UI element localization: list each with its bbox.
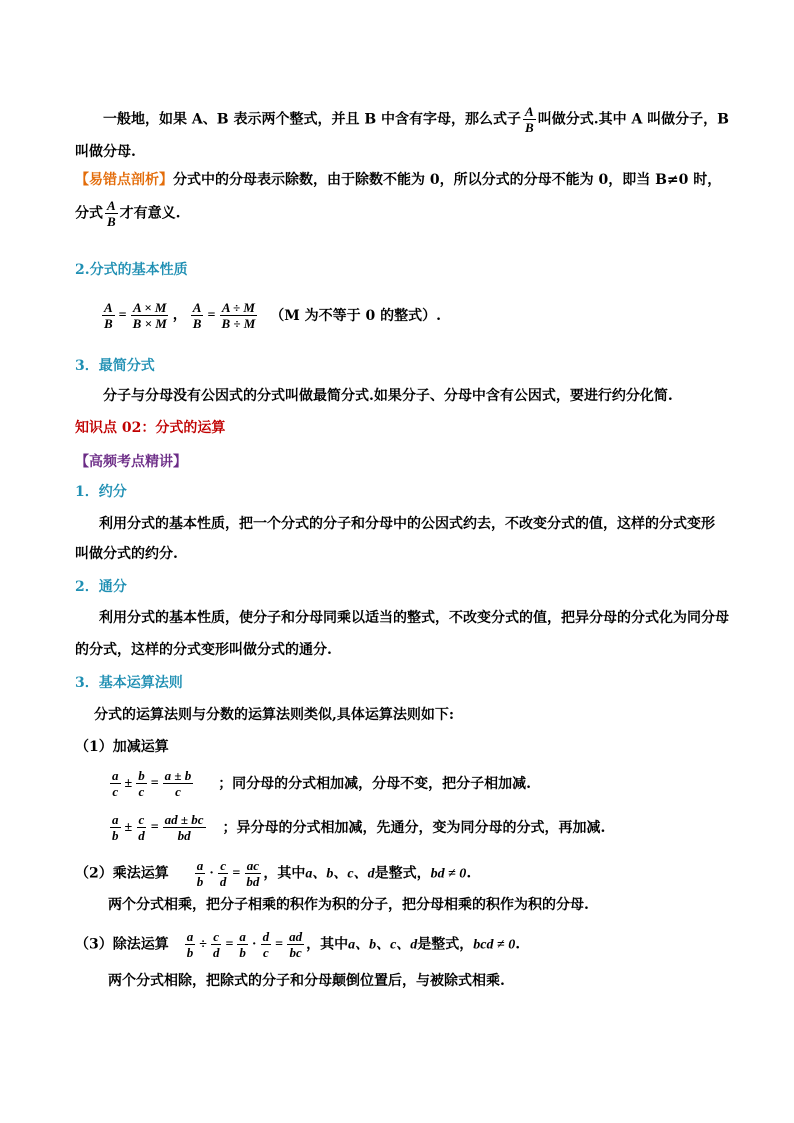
frac	[218, 858, 229, 889]
dot-operator: ·	[251, 936, 257, 952]
equals-sign: =	[150, 819, 159, 835]
frac-den: c	[175, 784, 181, 799]
frac	[110, 768, 121, 799]
mistake-continuation	[75, 198, 181, 229]
frac-a-over-b	[191, 300, 204, 331]
mul-text: 是整式，	[374, 865, 431, 882]
add-sub-label: （1）加减运算	[75, 739, 169, 755]
frac-num: A ÷ M	[221, 300, 255, 315]
frac-den: B	[525, 120, 534, 135]
frac-num: a ± b	[164, 768, 192, 783]
mistake-tag: 【易错点剖析】	[75, 172, 173, 188]
frac-den: B	[107, 214, 116, 229]
common-line1: 利用分式的基本性质，使分子和分母同乘以适当的整式，不改变分式的值，把异分母的分式化为同分母	[99, 610, 729, 626]
equals-sign: =	[232, 865, 241, 881]
section-heading-basic-property: 2.分式的基本性质	[75, 262, 188, 278]
division-desc: 两个分式相除，把除式的分子和分母颠倒位置后，与被除式相乘.	[108, 973, 505, 989]
frac-den: b	[196, 874, 204, 889]
frac	[136, 812, 147, 843]
frac	[163, 768, 194, 799]
equals-sign: =	[118, 307, 127, 323]
section-heading-simplest: 3．最简分式	[75, 358, 155, 374]
frac-den: d	[138, 828, 145, 843]
multiplication-label: （2）乘法运算	[75, 865, 169, 882]
frac-num: d	[262, 929, 270, 944]
plus-minus: ±	[124, 819, 133, 835]
multiplication-rule	[75, 858, 471, 889]
intro-paragraph	[103, 104, 729, 135]
frac-den: bd	[246, 874, 260, 889]
frac-den: d	[219, 874, 227, 889]
add-rule-different-denominator	[108, 812, 605, 843]
frac-den: b	[239, 945, 246, 960]
frac	[195, 858, 206, 889]
add-rule-desc: ；异分母的分式相加减，先通分，变为同分母的分式，再加减.	[222, 819, 606, 836]
mistake-cont-pre: 分式	[75, 205, 103, 222]
mul-text: .	[466, 865, 472, 882]
reduce-line1: 利用分式的基本性质，把一个分式的分子和分母中的公因式约去，不改变分式的值，这样的分式变形	[99, 516, 715, 532]
frac-den: bd	[177, 828, 191, 843]
frac-a-over-b	[102, 300, 115, 331]
intro-text-start: 一般地，如果 A、B 表示两个整式，并且 B 中含有字母，那么式子	[103, 111, 522, 128]
frac	[185, 929, 196, 960]
frac-den: b	[112, 828, 119, 843]
div-text: .	[515, 936, 521, 953]
divide-operator: ÷	[199, 936, 207, 952]
frac-num: c	[220, 858, 227, 873]
multiplication-desc: 两个分式相乘，把分子相乘的积作为积的分子，把分母相乘的积作为积的分母.	[108, 897, 589, 913]
add-rule-desc: ；同分母的分式相加减，分母不变，把分子相加减.	[218, 775, 532, 792]
frac-num: a	[196, 858, 204, 873]
frac-den: c	[138, 784, 145, 799]
div-vars: a、b、c、d	[348, 937, 418, 953]
frac-den: B × M	[132, 316, 167, 331]
intro-text-end: 叫做分式.其中 A 叫做分子，B	[537, 111, 730, 128]
frac-num: A	[104, 300, 113, 315]
intro-continuation: 叫做分母.	[75, 144, 136, 160]
mul-condition: bd ≠ 0	[430, 866, 467, 882]
div-text: 是整式，	[417, 936, 474, 953]
div-text: ，其中	[306, 936, 349, 953]
fraction-a-over-b	[105, 198, 118, 229]
mul-text: ，其中	[263, 865, 306, 882]
frac	[287, 929, 304, 960]
frac-num: A	[525, 104, 534, 119]
frac	[237, 929, 248, 960]
frac-num: a	[112, 812, 119, 827]
frac-num: A	[107, 198, 116, 213]
mistake-paragraph	[75, 170, 721, 190]
section-heading-reduce: 1．约分	[75, 484, 127, 500]
equals-sign: =	[150, 775, 159, 791]
frac-num: a	[239, 929, 246, 944]
division-label: （3）除法运算	[75, 936, 169, 953]
frac-num: b	[138, 768, 145, 783]
frac-den: B	[104, 316, 113, 331]
comma: ，	[172, 307, 187, 323]
frac-num: ad	[289, 929, 303, 944]
equals-sign: =	[225, 936, 234, 952]
division-rule	[75, 929, 520, 960]
frac-den: B ÷ M	[221, 316, 256, 331]
frac-den: c	[112, 784, 119, 799]
knowledge-point-title: 知识点 02：分式的运算	[75, 420, 226, 436]
frac	[244, 858, 261, 889]
high-frequency-subtitle: 【高频考点精讲】	[75, 454, 187, 470]
equals-sign: =	[275, 936, 284, 952]
frac-num: ac	[246, 858, 260, 873]
dot-operator: ·	[209, 865, 214, 881]
frac-num: a	[112, 768, 119, 783]
mul-vars: a、b、c、d	[305, 866, 375, 882]
rules-intro: 分式的运算法则与分数的运算法则类似,具体运算法则如下:	[94, 707, 455, 723]
frac-den: B	[192, 316, 202, 331]
frac-den: d	[212, 945, 220, 960]
frac-multiplied	[131, 300, 169, 331]
mistake-cont-post: 才有意义.	[119, 205, 181, 222]
frac	[261, 929, 272, 960]
frac-num: A × M	[133, 300, 167, 315]
mistake-text: 分式中的分母表示除数，由于除数不能为 0，所以分式的分母不能为 0，即当 B≠0 时，	[173, 172, 722, 188]
fraction-a-over-b	[523, 104, 536, 135]
frac-num: A	[192, 300, 202, 315]
section-heading-rules: 3．基本运算法则	[75, 675, 183, 691]
frac-den: bc	[289, 945, 302, 960]
frac	[163, 812, 206, 843]
section-heading-common-denominator: 2．通分	[75, 579, 127, 595]
common-line2: 的分式，这样的分式变形叫做分式的通分.	[75, 642, 332, 658]
equals-sign: =	[207, 307, 216, 323]
frac-num: ad ± bc	[164, 812, 204, 827]
frac-num: c	[138, 812, 145, 827]
frac	[211, 929, 222, 960]
simplest-text: 分子与分母没有公因式的分式叫做最简分式.如果分子、分母中含有公因式，要进行约分化简.	[103, 388, 673, 404]
basic-property-note: （M 为不等于 0 的整式）.	[270, 307, 441, 324]
frac-divided	[219, 300, 257, 331]
reduce-line2: 叫做分式的约分.	[75, 546, 178, 562]
frac-den: c	[262, 945, 269, 960]
frac-num: a	[186, 929, 194, 944]
frac	[136, 768, 147, 799]
add-rule-same-denominator	[108, 768, 531, 799]
frac	[110, 812, 121, 843]
basic-property-formula	[100, 300, 441, 331]
plus-minus: ±	[124, 775, 133, 791]
div-condition: bcd ≠ 0	[473, 937, 516, 953]
frac-den: b	[186, 945, 194, 960]
frac-num: c	[213, 929, 220, 944]
